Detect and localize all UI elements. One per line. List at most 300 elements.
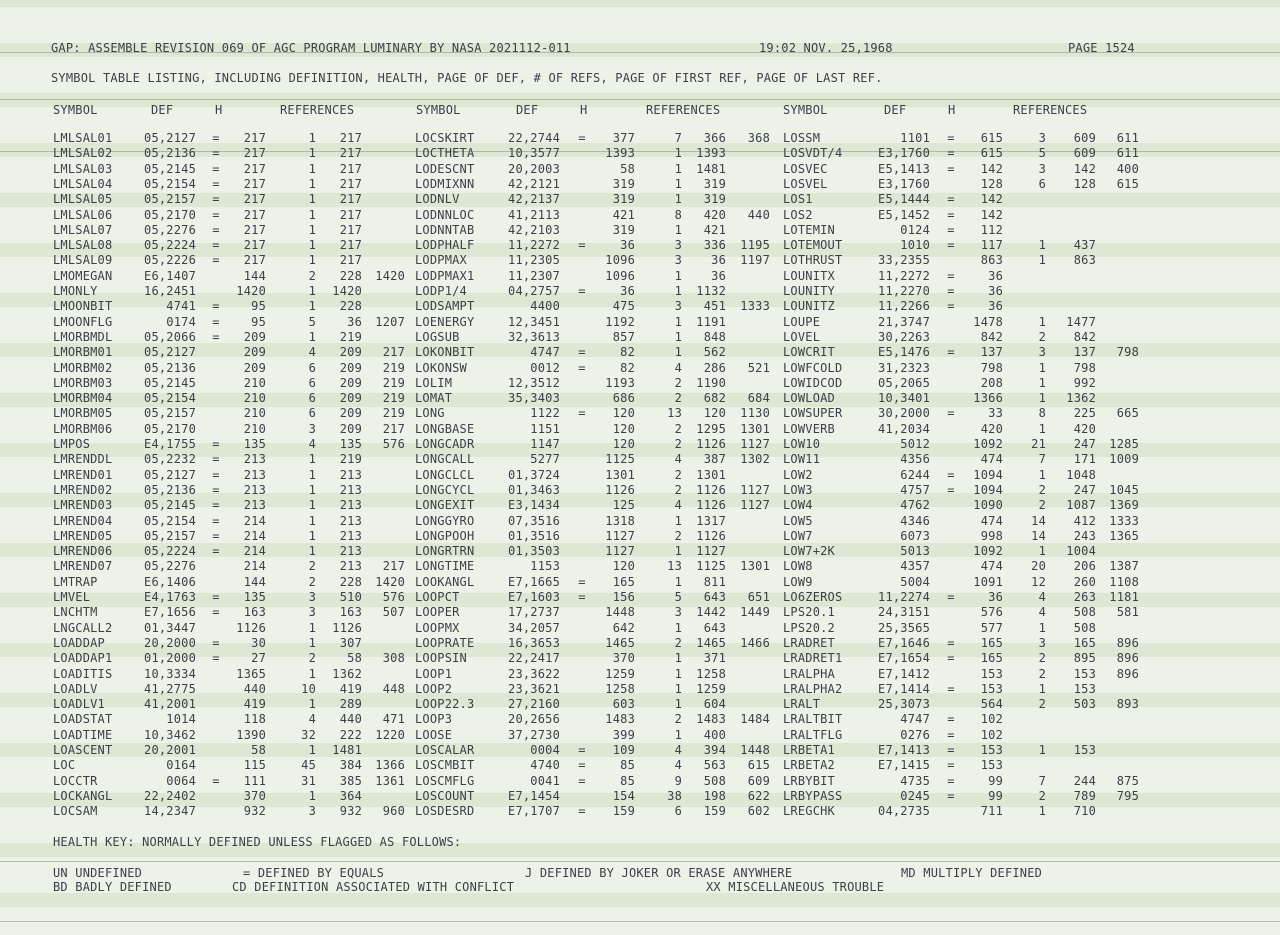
health-cell xyxy=(575,682,589,697)
health-cell: = xyxy=(212,207,220,222)
def-cell: 05,2136 xyxy=(144,360,196,375)
health-cell xyxy=(209,667,223,682)
def-cell: 30,2000 xyxy=(878,406,930,421)
ref-count-cell: 1 xyxy=(1038,238,1046,253)
first-ref-cell: 1481 xyxy=(696,161,726,176)
health-cell xyxy=(575,544,589,559)
def-cell: 05,2136 xyxy=(144,482,196,497)
health-cell xyxy=(209,575,223,590)
page-cell: 120 xyxy=(612,559,635,574)
last-ref-cell: 1181 xyxy=(1109,590,1139,604)
symbol-cell: LOW5 xyxy=(783,513,813,528)
last-ref-cell xyxy=(365,452,405,467)
ref-count-cell: 3 xyxy=(674,605,682,620)
last-ref-cell xyxy=(730,345,770,360)
health-cell: = xyxy=(947,131,955,145)
health-cell xyxy=(209,559,223,574)
page-cell: 95 xyxy=(251,299,266,314)
ref-count-cell: 1 xyxy=(674,666,682,681)
ref-count-cell: 1 xyxy=(674,345,682,360)
ref-count-cell: 1 xyxy=(674,314,682,329)
def-cell: 4735 xyxy=(900,773,930,788)
last-ref-cell: 576 xyxy=(382,437,405,451)
last-ref-cell: 1197 xyxy=(740,253,770,268)
def-cell: E7,1656 xyxy=(144,605,196,620)
def-cell: 04,2757 xyxy=(508,284,560,298)
def-cell: 4741 xyxy=(166,299,196,314)
page-cell: 475 xyxy=(612,299,635,314)
health-cell xyxy=(209,284,223,299)
ref-count-cell: 1 xyxy=(308,452,316,467)
first-ref-cell xyxy=(1052,758,1096,773)
health-cell xyxy=(575,728,589,743)
last-ref-cell xyxy=(1099,299,1139,314)
table-row xyxy=(0,192,1280,207)
ref-count-cell: 3 xyxy=(674,238,682,253)
def-cell: 05,2154 xyxy=(144,176,196,191)
page-cell: 214 xyxy=(243,528,266,543)
page-cell: 615 xyxy=(980,146,1003,161)
health-cell: = xyxy=(212,314,220,329)
symbol-cell: LOS1 xyxy=(783,192,813,207)
ref-count-cell: 4 xyxy=(308,712,316,727)
def-cell: 1151 xyxy=(530,421,560,436)
last-ref-cell xyxy=(1099,391,1139,406)
first-ref-cell: 228 xyxy=(339,268,362,283)
def-cell: 05,2127 xyxy=(144,345,196,360)
last-ref-cell: 1333 xyxy=(1109,513,1139,528)
page-cell: 36 xyxy=(988,284,1003,298)
ref-count-cell: 3 xyxy=(1038,161,1046,176)
last-ref-cell xyxy=(1099,208,1139,223)
health-cell xyxy=(209,391,223,406)
def-cell: E4,1755 xyxy=(144,437,196,451)
first-ref-cell: 217 xyxy=(339,146,362,161)
first-ref-cell: 371 xyxy=(703,651,726,666)
last-ref-cell xyxy=(365,789,405,804)
def-cell: 0124 xyxy=(900,222,930,237)
table-row xyxy=(0,529,1280,544)
def-cell: 05,2276 xyxy=(144,559,196,574)
symbol-cell: LONGRTRN xyxy=(415,544,475,559)
symbol-cell: LOW9 xyxy=(783,574,813,589)
health-cell: = xyxy=(212,513,220,528)
last-ref-cell: 960 xyxy=(382,804,405,819)
symbol-cell: LOWSUPER xyxy=(783,406,843,421)
first-ref-cell: 217 xyxy=(339,131,362,145)
def-cell: 4400 xyxy=(530,299,560,314)
symbol-cell: LMVEL xyxy=(53,590,91,604)
first-ref-cell: 1190 xyxy=(696,375,726,390)
health-cell xyxy=(209,712,223,727)
first-ref-cell: 1259 xyxy=(696,681,726,696)
health-key-item: CD DEFINITION ASSOCIATED WITH CONFLICT xyxy=(232,880,515,894)
first-ref-cell: 219 xyxy=(339,452,362,467)
ref-count-cell: 1 xyxy=(308,743,316,757)
last-ref-cell: 576 xyxy=(382,590,405,604)
ref-count-cell: 5 xyxy=(1038,146,1046,161)
page-cell: 128 xyxy=(980,176,1003,191)
health-key-item: BD BADLY DEFINED xyxy=(53,880,172,894)
page-cell: 58 xyxy=(620,161,635,176)
last-ref-cell xyxy=(1099,223,1139,238)
symbol-cell: LOLIM xyxy=(415,375,453,390)
page-cell: 125 xyxy=(612,498,635,513)
def-cell: 30,2263 xyxy=(878,329,930,344)
first-ref-cell: 451 xyxy=(703,299,726,314)
first-ref-cell: 217 xyxy=(339,192,362,207)
page-cell: 36 xyxy=(620,238,635,253)
ref-count-cell: 2 xyxy=(1038,788,1046,803)
symbol-cell: LOOPMX xyxy=(415,620,460,635)
symbol-cell: LOTEMIN xyxy=(783,222,835,237)
health-cell: = xyxy=(947,406,955,421)
last-ref-cell xyxy=(365,253,405,268)
symbol-cell: LMORBM04 xyxy=(53,391,113,406)
symbol-cell: LNGCALL2 xyxy=(53,620,113,635)
first-ref-cell: 206 xyxy=(1073,559,1096,574)
symbol-cell: LODP1/4 xyxy=(415,284,467,298)
health-cell xyxy=(575,483,589,498)
health-cell xyxy=(944,452,958,467)
first-ref-cell: 1191 xyxy=(696,314,726,329)
page-cell: 154 xyxy=(612,788,635,803)
first-ref-cell: 319 xyxy=(703,176,726,191)
def-cell: 05,2154 xyxy=(144,391,196,406)
last-ref-cell: 1484 xyxy=(740,712,770,727)
health-cell xyxy=(575,452,589,467)
last-ref-cell: 219 xyxy=(382,391,405,406)
ref-count-cell: 4 xyxy=(674,360,682,375)
last-ref-cell xyxy=(365,330,405,345)
table-row xyxy=(0,376,1280,391)
def-cell: 05,2127 xyxy=(144,131,196,145)
last-ref-cell xyxy=(365,667,405,682)
symbol-cell: LPS20.1 xyxy=(783,605,835,620)
last-ref-cell: 1449 xyxy=(740,605,770,620)
last-ref-cell: 1108 xyxy=(1109,574,1139,589)
def-cell: 11,2270 xyxy=(878,284,930,298)
table-row xyxy=(0,391,1280,406)
page-cell: 112 xyxy=(980,222,1003,237)
page-cell: 842 xyxy=(980,329,1003,344)
first-ref-cell: 394 xyxy=(703,743,726,757)
ref-count-cell: 1 xyxy=(308,697,316,712)
first-ref-cell: 336 xyxy=(703,238,726,253)
last-ref-cell: 622 xyxy=(747,788,770,803)
last-ref-cell xyxy=(365,468,405,483)
col-header-def: DEF xyxy=(516,103,539,117)
symbol-cell: LOC xyxy=(53,758,76,773)
first-ref-cell: 228 xyxy=(339,574,362,589)
def-cell: 4357 xyxy=(900,559,930,574)
page-cell: 1126 xyxy=(605,482,635,497)
def-cell: E5,1476 xyxy=(878,345,930,360)
symbol-cell: LRALTBIT xyxy=(783,712,843,727)
last-ref-cell: 1302 xyxy=(740,452,770,467)
last-ref-cell xyxy=(365,192,405,207)
page-cell: 217 xyxy=(243,176,266,191)
page-cell: 153 xyxy=(980,758,1003,773)
ref-count-cell: 2 xyxy=(1038,482,1046,497)
page-cell: 642 xyxy=(612,620,635,635)
ref-count-cell: 12 xyxy=(1031,574,1046,589)
last-ref-cell: 611 xyxy=(1116,146,1139,161)
first-ref-cell: 217 xyxy=(339,222,362,237)
health-cell xyxy=(944,804,958,819)
page-cell: 217 xyxy=(243,161,266,176)
ref-count-cell: 1 xyxy=(308,666,316,681)
ref-count-cell: 1 xyxy=(674,284,682,298)
page-cell: 686 xyxy=(612,391,635,406)
symbol-cell: LOW10 xyxy=(783,437,821,451)
ref-count-cell: 6 xyxy=(674,804,682,819)
health-cell xyxy=(575,422,589,437)
last-ref-cell xyxy=(365,299,405,314)
page-cell: 474 xyxy=(980,559,1003,574)
health-cell xyxy=(209,697,223,712)
page-cell: 377 xyxy=(612,131,635,145)
assembly-title: GAP: ASSEMBLE REVISION 069 OF AGC PROGRAM LUMINARY BY NASA 2021112-011 xyxy=(51,41,571,55)
ref-count-cell: 1 xyxy=(308,299,316,314)
def-cell: 42,2137 xyxy=(508,192,560,207)
symbol-cell: LO6ZEROS xyxy=(783,590,843,604)
page-cell: 863 xyxy=(980,253,1003,268)
ref-count-cell: 6 xyxy=(308,391,316,406)
health-cell: = xyxy=(578,284,586,298)
first-ref-cell: 153 xyxy=(1073,743,1096,757)
health-cell: = xyxy=(212,544,220,559)
first-ref-cell: 213 xyxy=(339,467,362,482)
symbol-cell: LODPMAX1 xyxy=(415,268,475,283)
def-cell: 10,3334 xyxy=(144,666,196,681)
symbol-cell: LMLSAL09 xyxy=(53,253,113,268)
col-header-health: H xyxy=(215,103,223,117)
table-row xyxy=(0,452,1280,467)
last-ref-cell: 1420 xyxy=(375,574,405,589)
def-cell: 05,2136 xyxy=(144,146,196,161)
ref-count-cell: 8 xyxy=(674,207,682,222)
def-cell: 11,2274 xyxy=(878,590,930,604)
health-cell xyxy=(575,269,589,284)
page-cell: 1125 xyxy=(605,452,635,467)
first-ref-cell: 385 xyxy=(339,773,362,788)
symbol-cell: LRALPHA2 xyxy=(783,681,843,696)
last-ref-cell: 1220 xyxy=(375,727,405,742)
symbol-cell: LMORBM06 xyxy=(53,421,113,436)
def-cell: 01,2000 xyxy=(144,651,196,666)
first-ref-cell: 217 xyxy=(339,176,362,191)
symbol-cell: LOCCTR xyxy=(53,773,98,788)
symbol-cell: LOSCMFLG xyxy=(415,773,475,788)
def-cell: 05,2157 xyxy=(144,528,196,543)
ref-count-cell: 1 xyxy=(674,574,682,589)
symbol-cell: LOVEL xyxy=(783,329,821,344)
def-cell: E7,1603 xyxy=(508,590,560,604)
ref-count-cell: 2 xyxy=(674,712,682,727)
health-key-line-2 xyxy=(0,880,1280,895)
def-cell: 4747 xyxy=(900,712,930,727)
health-cell xyxy=(575,208,589,223)
page-cell: 1420 xyxy=(236,284,266,298)
ref-count-cell: 2 xyxy=(308,651,316,666)
first-ref-cell: 1126 xyxy=(696,498,726,513)
def-cell: 05,2276 xyxy=(144,222,196,237)
ref-count-cell: 1 xyxy=(308,620,316,635)
health-key-item: J DEFINED BY JOKER OR ERASE ANYWHERE xyxy=(525,866,793,880)
page-cell: 36 xyxy=(988,268,1003,283)
def-cell: E7,1414 xyxy=(878,681,930,696)
first-ref-cell: 142 xyxy=(1073,161,1096,176)
def-cell: 22,2744 xyxy=(508,131,560,145)
symbol-cell: LMOONFLG xyxy=(53,314,113,329)
ref-count-cell: 1 xyxy=(308,161,316,176)
def-cell: 22,2417 xyxy=(508,651,560,666)
page-cell: 165 xyxy=(980,635,1003,650)
first-ref-cell: 1127 xyxy=(696,544,726,559)
ref-count-cell: 7 xyxy=(1038,452,1046,467)
first-ref-cell: 1132 xyxy=(696,284,726,298)
symbol-cell: LONGTIME xyxy=(415,559,475,574)
page-cell: 30 xyxy=(251,635,266,650)
ref-count-cell: 2 xyxy=(674,482,682,497)
first-ref-cell: 1465 xyxy=(696,635,726,650)
last-ref-cell xyxy=(365,498,405,513)
symbol-cell: LOWVERB xyxy=(783,421,835,436)
table-row xyxy=(0,468,1280,483)
page-cell: 319 xyxy=(612,192,635,207)
ref-count-cell: 1 xyxy=(674,513,682,528)
def-cell: 24,3151 xyxy=(878,605,930,620)
health-key-item: = DEFINED BY EQUALS xyxy=(243,866,385,880)
symbol-cell: LODNNTAB xyxy=(415,222,475,237)
table-row xyxy=(0,697,1280,712)
last-ref-cell xyxy=(730,162,770,177)
health-key-line-1 xyxy=(0,866,1280,881)
table-row xyxy=(0,330,1280,345)
last-ref-cell: 1369 xyxy=(1109,498,1139,513)
symbol-cell: LOOPRATE xyxy=(415,635,475,650)
ref-count-cell: 2 xyxy=(308,559,316,574)
last-ref-cell: 1365 xyxy=(1109,528,1139,543)
table-row xyxy=(0,299,1280,314)
last-ref-cell xyxy=(1099,192,1139,207)
symbol-cell: LOOPSIN xyxy=(415,651,467,666)
health-cell: = xyxy=(947,146,955,161)
page-cell: 214 xyxy=(243,513,266,528)
health-cell: = xyxy=(212,605,220,620)
def-cell: 31,2323 xyxy=(878,360,930,375)
last-ref-cell xyxy=(730,284,770,299)
symbol-cell: LOKONBIT xyxy=(415,345,475,360)
symbol-cell: LOCSKIRT xyxy=(415,131,475,145)
def-cell: 10,3577 xyxy=(508,146,560,161)
last-ref-cell xyxy=(1099,728,1139,743)
last-ref-cell: 602 xyxy=(747,804,770,819)
ref-count-cell: 1 xyxy=(308,482,316,497)
symbol-cell: LOW7+2K xyxy=(783,544,835,559)
page-cell: 209 xyxy=(243,329,266,344)
page-cell: 85 xyxy=(620,758,635,773)
ref-count-cell: 1 xyxy=(308,284,316,298)
health-key-item: XX MISCELLANEOUS TROUBLE xyxy=(706,880,885,894)
ref-count-cell: 6 xyxy=(308,406,316,421)
symbol-cell: LOUNITZ xyxy=(783,299,835,314)
def-cell: 41,2001 xyxy=(144,697,196,712)
def-cell: 04,2735 xyxy=(878,804,930,819)
last-ref-cell: 219 xyxy=(382,375,405,390)
ref-count-cell: 1 xyxy=(674,268,682,283)
health-cell xyxy=(575,223,589,238)
last-ref-cell: 684 xyxy=(747,391,770,406)
last-ref-cell: 1127 xyxy=(740,437,770,451)
ref-count-cell: 13 xyxy=(667,559,682,574)
first-ref-cell: 286 xyxy=(703,360,726,375)
page-cell: 1096 xyxy=(605,253,635,268)
last-ref-cell xyxy=(730,651,770,666)
page-cell: 577 xyxy=(980,620,1003,635)
ref-count-cell: 13 xyxy=(667,406,682,421)
page-cell: 319 xyxy=(612,176,635,191)
ref-count-cell: 3 xyxy=(1038,635,1046,650)
last-ref-cell xyxy=(1099,238,1139,253)
health-cell: = xyxy=(212,131,220,145)
page-cell: 137 xyxy=(980,345,1003,360)
symbol-cell: LNCHTM xyxy=(53,605,98,620)
col-header-symbol: SYMBOL xyxy=(783,103,828,117)
last-ref-cell xyxy=(730,146,770,161)
ref-count-cell: 5 xyxy=(308,314,316,329)
ref-count-cell: 7 xyxy=(1038,773,1046,788)
def-cell: 20,2656 xyxy=(508,712,560,727)
def-cell: 25,3565 xyxy=(878,620,930,635)
page-cell: 36 xyxy=(988,590,1003,604)
last-ref-cell xyxy=(730,468,770,483)
symbol-cell: LRBYPASS xyxy=(783,788,843,803)
health-key-title xyxy=(0,835,1280,850)
page-cell: 1127 xyxy=(605,544,635,559)
col-header-def: DEF xyxy=(151,103,174,117)
last-ref-cell: 440 xyxy=(747,207,770,222)
first-ref-cell: 209 xyxy=(339,391,362,406)
last-ref-cell xyxy=(1099,284,1139,299)
page-cell: 210 xyxy=(243,406,266,421)
ref-count-cell: 32 xyxy=(301,727,316,742)
first-ref-cell: 209 xyxy=(339,421,362,436)
def-cell: 05,2170 xyxy=(144,421,196,436)
first-ref-cell: 419 xyxy=(339,681,362,696)
def-cell: 16,2451 xyxy=(144,284,196,298)
def-cell: E7,1412 xyxy=(878,666,930,681)
ref-count-cell: 1 xyxy=(308,788,316,803)
symbol-cell: LOW4 xyxy=(783,498,813,513)
last-ref-cell xyxy=(730,728,770,743)
ref-count-cell: 2 xyxy=(1038,329,1046,344)
health-cell: = xyxy=(212,176,220,191)
last-ref-cell xyxy=(1099,269,1139,284)
first-ref-cell: 209 xyxy=(339,406,362,421)
def-cell: 05,2157 xyxy=(144,406,196,421)
first-ref-cell: 932 xyxy=(339,804,362,819)
last-ref-cell xyxy=(365,146,405,161)
symbol-cell: LODMIXNN xyxy=(415,176,475,191)
symbol-cell: LOSVDT/4 xyxy=(783,146,843,161)
health-cell: = xyxy=(212,528,220,543)
first-ref-cell: 198 xyxy=(703,788,726,803)
symbol-cell: LMORBM01 xyxy=(53,345,113,360)
first-ref-cell: 412 xyxy=(1073,513,1096,528)
health-cell xyxy=(575,177,589,192)
